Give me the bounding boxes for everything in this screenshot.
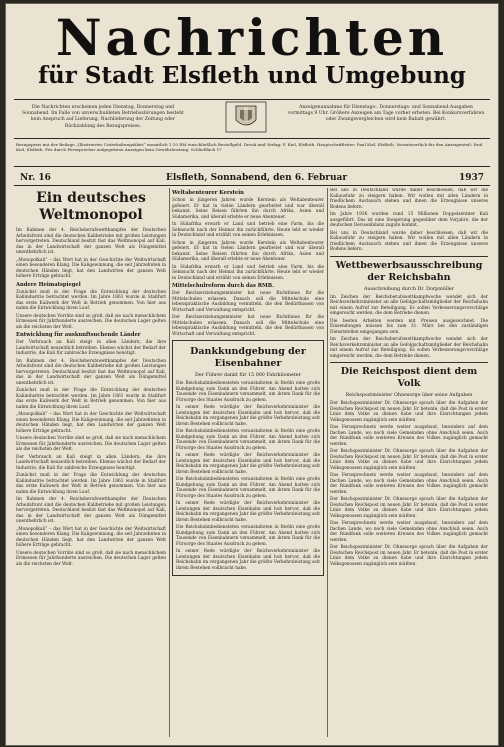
article-paragraph: Unsere deutschen Vorräte sind so groß, daß sie nach menschlichem Ermessen für Jahrhunderte ausreichen. Die deutschen Lager gelten als die reichsten der Welt. <box>16 313 166 330</box>
article-paragraph: In seiner Rede würdigte der Reichsverkehrsminister die Leistungen der deutschen Eisenbahn und hob hervor, daß die Reichsbahn im vergangenen Jahr die größte Verkehrsleistung seit ihrem Bestehen vollbracht habe. <box>176 453 321 475</box>
dateline <box>16 171 488 185</box>
article-paragraph: Der Reichspostminister Dr. Ohnesorge sprach über die Aufgaben der Deutschen Reichspost im neuen Jahr. Er betonte, daß die Post in erster Linie dem Volke zu dienen habe und ihre Einrichtungen jedem Volksgenossen zugänglich sein müßten. <box>330 449 488 471</box>
article-paragraph: Bei uns in Deutschland wurde daher beschlossen, daß wir die Kaliausfuhr zu steigern haben. Wir wollen mit allen Ländern in friedlichem Austausch stehen und ihnen die Erzeugnisse unseres Bodens liefern. <box>330 188 488 210</box>
article-paragraph: Der Verbrauch an Kali steigt in allen Ländern, die ihre Landwirtschaft neuzeitlich betreiben. Ebenso wächst der Bedarf der Industrie, die Kali für zahlreiche Erzeugnisse benötigt. <box>16 454 166 471</box>
article-paragraph: Die Reichsbahnbediensteten veranstalteten in Berlin eine große Kundgebung zum Dank an den Führer. Am Abend hatten sich Tausende von Eisenbahnern versammelt, um ihrem Dank für die Fürsorge des Staates Ausdruck zu geben. <box>176 381 320 403</box>
article-paragraph: Die Reichsbahnbediensteten veranstalteten in Berlin eine große Kundgebung zum Dank an den Führer. Am Abend hatten sich Tausende von Eisenbahnern versammelt, um ihrem Dank für die Fürsorge des Staates Ausdruck zu geben. <box>176 429 320 451</box>
subheading: Entwicklung für auskunftsuchende Länder <box>16 332 141 338</box>
masthead <box>6 4 498 104</box>
article-paragraph: Der Verbrauch an Kali steigt in allen Ländern, die ihre Landwirtschaft neuzeitlich betreiben. Ebenso wächst der Bedarf der Industrie, die Kali für zahlreiche Erzeugnisse benötigt. <box>16 340 166 356</box>
newspaper-subtitle: für Stadt Elsfleth und Umgebung <box>38 62 466 89</box>
article-paragraph: Im Zeichen der Reichsberufswettkampfwoche wendet sich der Reichsverkehrsminister an alle Gefolgschaftsmitglieder der Reichsbahn mit einem Aufruf zur Beteiligung. Es sollen Verbesserungsvorschläge eingereicht werden, die dem Betriebe dienen. <box>330 294 488 316</box>
article-paragraph: Der Reichspostminister Dr. Ohnesorge sprach über die Aufgaben der Deutschen Reichspost im neuen Jahr. Er betonte, daß die Post in erster Linie dem Volke zu dienen habe und ihre Einrichtungen jedem Volksgenossen zugänglich sein müßten. <box>330 545 488 567</box>
article-paragraph: Im Rahmen der 4. Reichsberufswettkampfes der Deutschen Arbeitsfront sind die deutschen Kalibetriebe mit großen Leistungen hervorgetreten. Deutschland besitzt fast das Weltmonopol auf Kali, das in der Landwirtschaft der ganzen Welt als Düngemittel unentbehrlich ist. <box>16 228 166 255</box>
article-paragraph: Schon in jüngeren Jahren wurde Kerstein als Weltabenteurer gefeiert. Er hat in vielen Ländern gearbeitet und war überall bekannt. Seine Reisen führten ihn durch Afrika, Asien und Südamerika, und überall erlebte er neue Abenteuer. <box>172 198 324 220</box>
boxed-article <box>172 340 324 576</box>
article-paragraph: Zunächst muß in der Frage die Entwicklung der deutschen Kaliindustrie betrachtet werden. Im Jahre 1861 wurde in Staßfurt das erste Kaliwerk der Welt in Betrieb genommen. Von hier aus nahm die Entwicklung ihren Lauf. <box>16 388 166 410</box>
article-paragraph: „Monopolkali“ – das Wort hat in der Geschichte der Weltwirtschaft einen besonderen Klang. Die Kaligewinnung, die seit Jahrzehnten in deutschen Händen liegt, hat den Landwirten der ganzen Welt höhere Erträge gebracht. <box>16 526 166 548</box>
column-divider <box>169 188 170 737</box>
article-paragraph: „Monopolkali“ – das Wort hat in der Geschichte der Weltwirtschaft einen besonderen Klang. Die Kaligewinnung, die seit Jahrzehnten in deutschen Händen liegt, hat den Landwirten der ganzen Welt höhere Erträge gebracht. <box>16 257 166 279</box>
column-divider <box>327 188 328 737</box>
newspaper-page <box>6 4 498 745</box>
article-paragraph: Das Fernsprechnetz werde weiter ausgebaut, besonders auf dem flachen Lande, wo noch viele Gemeinden ohne Anschluß seien. Auch der Rundfunk solle weiteren Kreisen des Volkes zugänglich gemacht werden. <box>330 425 488 447</box>
coat-of-arms-icon <box>222 100 270 134</box>
article-paragraph: In seiner Rede würdigte der Reichsverkehrsminister die Leistungen der deutschen Eisenbahn und hob hervor, daß die Reichsbahn im vergangenen Jahr die größte Verkehrsleistung seit ihrem Bestehen vollbracht habe. <box>176 549 321 571</box>
article-paragraph: Bei uns in Deutschland wurde daher beschlossen, daß wir die Kaliausfuhr zu steigern haben. Wir wollen mit allen Ländern in friedlichem Austausch stehen und ihnen die Erzeugnisse unseres Bodens liefern. <box>330 230 488 252</box>
subheading: Weltabenteurer Kerstein <box>172 190 244 196</box>
article-paragraph: Das Fernsprechnetz werde weiter ausgebaut, besonders auf dem flachen Lande, wo noch viele Gemeinden ohne Anschluß seien. Auch der Rundfunk solle weiteren Kreisen des Volkes zugänglich gemacht werden. <box>330 521 488 543</box>
price-and-publisher-line: Bezugspreis mit der Beilage „Illustriertes Unterhaltungsblatt“ monatlich 1.10 RM einschließlich Bestellgeld. Druck und Verlag: F. Kiel, Elsfleth. Hauptschriftleiter: Paul Kiel, Elsfleth. Verantwortlich für den Anzeigenteil: Paul Kiel, Elsfleth. Für durch Fernsprecher aufgegebene Anzeigen kein Gewährleistung. Schließfach 17 <box>16 142 483 153</box>
article-paragraph: „Monopolkali“ – das Wort hat in der Geschichte der Weltwirtschaft einen besonderen Klang. Die Kaligewinnung, die seit Jahrzehnten in deutschen Händen liegt, hat den Landwirten der ganzen Welt höhere Erträge gebracht. <box>16 412 166 434</box>
article-paragraph: In seiner Rede würdigte der Reichsverkehrsminister die Leistungen der deutschen Eisenbahn und hob hervor, daß die Reichsbahn im vergangenen Jahr die größte Verkehrsleistung seit ihrem Bestehen vollbracht habe. <box>176 501 321 523</box>
article-paragraph: Der Reichserziehungsminister hat neue Richtlinien für die Mittelschulen erlassen. Danach soll die Mittelschule eine lebenspraktische Ausbildung vermitteln, die den Bedürfnissen von Wirtschaft und Verwaltung entspricht. <box>172 291 324 313</box>
issue-number: Nr. 16 <box>20 173 51 183</box>
subheading: Andere Heimatspiegel <box>16 281 81 288</box>
subheading: Mittelschulreform durch das RMB. <box>172 283 274 289</box>
article-paragraph: Unsere deutschen Vorräte sind so groß, daß sie nach menschlichem Ermessen für Jahrhunderte ausreichen. Die deutschen Lager gelten als die reichsten der Welt. <box>16 550 166 567</box>
article-paragraph: Der Reichspostminister Dr. Ohnesorge sprach über die Aufgaben der Deutschen Reichspost im neuen Jahr. Er betonte, daß die Post in erster Linie dem Volke zu dienen habe und ihre Einrichtungen jedem Volksgenossen zugänglich sein müßten. <box>330 497 488 519</box>
headline-kicker: Der Führer dankt für 15 000 Fahrkilometer <box>195 373 301 378</box>
column-left <box>16 188 166 741</box>
newspaper-title: Nachrichten <box>55 8 449 67</box>
article-paragraph: Die Reichsbahnbediensteten veranstalteten in Berlin eine große Kundgebung zum Dank an den Führer. Am Abend hatten sich Tausende von Eisenbahnern versammelt, um ihrem Dank für die Fürsorge des Staates Ausdruck zu geben. <box>176 477 320 499</box>
article-paragraph: Der Reichserziehungsminister hat neue Richtlinien für die Mittelschulen erlassen. Danach soll die Mittelschule eine lebenspraktische Ausbildung vermitteln, die den Bedürfnissen von Wirtschaft und Verwaltung entspricht. <box>172 315 324 337</box>
article-paragraph: Die besten Arbeiten werden mit Preisen ausgezeichnet. Die Einsendungen müssen bis zum 31. März bei den zuständigen Dienststellen eingegangen sein. <box>330 318 488 335</box>
headline-reichspost: Die Reichspost dient dem Volk <box>340 366 478 389</box>
article-paragraph: Die Reichsbahnbediensteten veranstalteten in Berlin eine große Kundgebung zum Dank an den Führer. Am Abend hatten sich Tausende von Eisenbahnern versammelt, um ihrem Dank für die Fürsorge des Staates Ausdruck zu geben. <box>176 525 320 547</box>
article-paragraph: Zunächst muß in der Frage die Entwicklung der deutschen Kaliindustrie betrachtet werden. Im Jahre 1861 wurde in Staßfurt das erste Kaliwerk der Welt in Betrieb genommen. Von hier aus nahm die Entwicklung ihren Lauf. <box>16 289 166 311</box>
credit-rule <box>14 166 490 167</box>
article-paragraph: Im Jahre 1936 wurden rund 15 Millionen Doppelzentner Kali ausgeführt. Das ist eine Steigerung gegenüber dem Vorjahre, die der deutschen Devisenbilanz zugute kommt. <box>330 212 488 228</box>
section-rule <box>330 256 488 257</box>
headline-eisenbahner: Dankkundgebung der Eisenbahner <box>190 346 306 369</box>
article-paragraph: In Südafrika erwarb er Land und betrieb eine Farm, bis die Sehnsucht nach der Heimat ihn zurückführte. Heute lebt er wieder in Deutschland und erzählt von seinen Erlebnissen. <box>172 222 324 238</box>
headline-weltmonopol: Ein deutsches Weltmonopol <box>36 190 146 223</box>
advertising-info: Anzeigenannahme für Dienstags-, Donnerstags- und Sonnabend-Ausgaben vormittags 9 Uhr. Größere Anzeigen am Tage vorher erbeten. Bei Konkursverfahren oder Zwangsvergleichen wird kein Rabatt gewährt. <box>287 105 485 123</box>
article-paragraph: Schon in jüngeren Jahren wurde Kerstein als Weltabenteurer gefeiert. Er hat in vielen Ländern gearbeitet und war überall bekannt. Seine Reisen führten ihn durch Afrika, Asien und Südamerika, und überall erlebte er neue Abenteuer. <box>172 240 324 262</box>
article-paragraph: Im Zeichen der Reichsberufswettkampfwoche wendet sich der Reichsverkehrsminister an alle Gefolgschaftsmitglieder der Reichsbahn mit einem Aufruf zur Beteiligung. Es sollen Verbesserungsvorschläge eingereicht werden, die dem Betriebe dienen. <box>330 337 488 359</box>
article-paragraph: Unsere deutschen Vorräte sind so groß, daß sie nach menschlichem Ermessen für Jahrhunderte ausreichen. Die deutschen Lager gelten als die reichsten der Welt. <box>16 436 166 452</box>
article-paragraph: Im Rahmen der 4. Reichsberufswettkampfes der Deutschen Arbeitsfront sind die deutschen Kalibetriebe mit großen Leistungen hervorgetreten. Deutschland besitzt fast das Weltmonopol auf Kali, das in der Landwirtschaft der ganzen Welt als Düngemittel unentbehrlich ist. <box>16 358 166 386</box>
column-middle <box>172 188 324 741</box>
publication-info: Die Nachrichten erscheinen jeden Dienstag, Donnerstag und Sonnabend. Im Falle von unverschuldeten Betriebsstörungen besteht kein Anspruch auf Lieferung, Nachlieferung der Zeitung oder Rückzahlung des Bezugspreises. <box>22 105 184 129</box>
issue-date: Elsfleth, Sonnabend, den 6. Februar <box>166 173 348 183</box>
article-paragraph: Im Rahmen der 4. Reichsberufswettkampfes der Deutschen Arbeitsfront sind die deutschen Kalibetriebe mit großen Leistungen hervorgetreten. Deutschland besitzt fast das Weltmonopol auf Kali, das in der Landwirtschaft der ganzen Welt als Düngemittel unentbehrlich ist. <box>16 497 166 524</box>
article-paragraph: Das Fernsprechnetz werde weiter ausgebaut, besonders auf dem flachen Lande, wo noch viele Gemeinden ohne Anschluß seien. Auch der Rundfunk solle weiteren Kreisen des Volkes zugänglich gemacht werden. <box>330 473 488 495</box>
headline-kicker: Ausschreibung durch Dr. Dorpmüller <box>363 286 455 292</box>
issue-year: 1937 <box>458 173 484 183</box>
article-paragraph: Zunächst muß in der Frage die Entwicklung der deutschen Kaliindustrie betrachtet werden. Im Jahre 1861 wurde in Staßfurt das erste Kaliwerk der Welt in Betrieb genommen. Von hier aus nahm die Entwicklung ihren Lauf. <box>16 473 166 495</box>
section-rule <box>330 362 488 363</box>
article-paragraph: In Südafrika erwarb er Land und betrieb eine Farm, bis die Sehnsucht nach der Heimat ihn zurückführte. Heute lebt er wieder in Deutschland und erzählt von seinen Erlebnissen. <box>172 264 324 281</box>
headline-kicker: Reichspostminister Ohnesorge über seine Aufgaben <box>345 393 473 398</box>
headline-reichsbahn-wettbewerb: Wettbewerbsausschreibung der Reichsbahn <box>335 259 483 283</box>
article-paragraph: Der Reichspostminister Dr. Ohnesorge sprach über die Aufgaben der Deutschen Reichspost im neuen Jahr. Er betonte, daß die Post in erster Linie dem Volke zu dienen habe und ihre Einrichtungen jedem Volksgenossen zugänglich sein müßten. <box>330 401 488 423</box>
dateline-rule <box>14 185 490 186</box>
article-paragraph: In seiner Rede würdigte der Reichsverkehrsminister die Leistungen der deutschen Eisenbahn und hob hervor, daß die Reichsbahn im vergangenen Jahr die größte Verkehrsleistung seit ihrem Bestehen vollbracht habe. <box>176 405 321 427</box>
column-right <box>330 188 488 741</box>
info-rule <box>14 138 490 139</box>
